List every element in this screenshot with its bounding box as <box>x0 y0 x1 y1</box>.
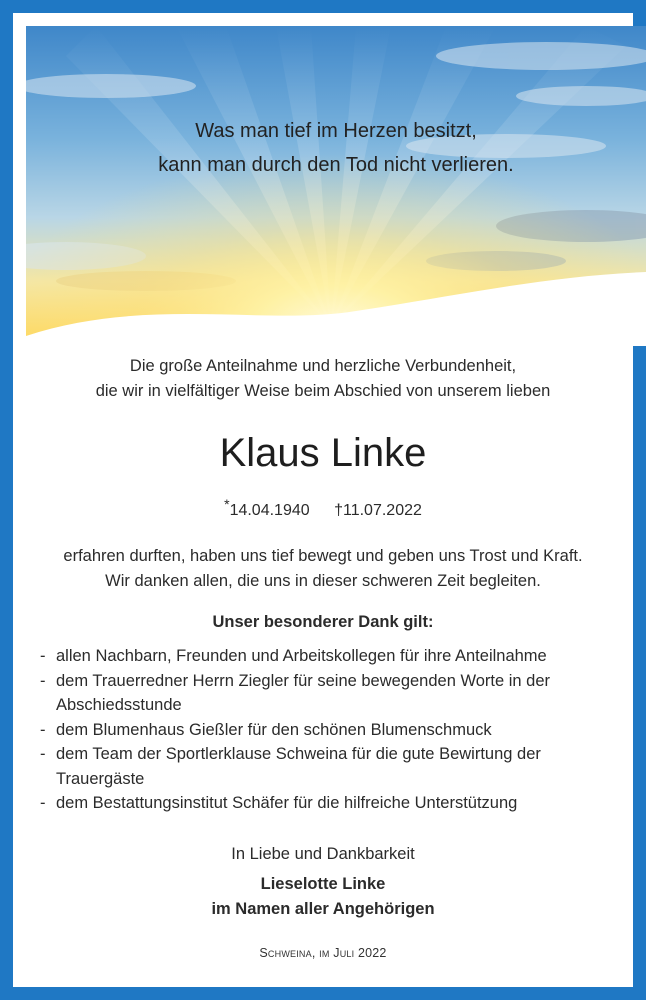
intro-text <box>0 354 646 404</box>
thanks-line-1: erfahren durften, haben uns tief bewegt und geben uns Trost und Kraft. <box>63 547 583 565</box>
deceased-name: Klaus Linke <box>219 431 427 475</box>
signer-relation: im Namen aller Angehörigen <box>211 900 435 918</box>
list-item <box>40 644 610 669</box>
bullet-dash: - <box>40 745 46 763</box>
list-item-text: dem Blumenhaus Gießler für den schönen Blumenschmuck <box>56 720 492 739</box>
list-item <box>40 669 610 718</box>
closing-phrase: In Liebe und Dankbarkeit <box>231 845 415 863</box>
intro-line-1: Die große Anteilnahme und herzliche Verbundenheit, <box>129 357 517 375</box>
quote-line-1: Was man tief im Herzen besitzt, <box>195 120 477 142</box>
birth-date-group <box>224 492 310 523</box>
list-item <box>40 718 610 743</box>
bullet-dash: - <box>40 794 46 812</box>
place-and-date: Schweina, im Juli 2022 <box>259 946 387 960</box>
list-item <box>40 742 610 791</box>
death-date-group <box>334 499 422 523</box>
bullet-dash: - <box>40 647 46 665</box>
memorial-quote <box>26 114 646 182</box>
list-item-text-continued: Abschiedsstunde <box>56 696 182 714</box>
intro-line-2: die wir in vielfältiger Weise beim Abschied von unserem lieben <box>95 382 551 400</box>
bullet-dash: - <box>40 671 46 690</box>
sunrise-sky-image <box>26 26 646 346</box>
list-item-text: dem Team der Sportlerklause Schweina für die gute Bewirtung der <box>56 745 541 763</box>
quote-line-2: kann man durch den Tod nicht verlieren. <box>158 154 514 176</box>
death-symbol: † <box>334 502 343 520</box>
thanks-line-2: Wir danken allen, die uns in dieser schweren Zeit begleiten. <box>105 572 541 590</box>
birth-date: 14.04.1940 <box>229 502 310 520</box>
list-item <box>40 791 610 816</box>
special-thanks-list <box>40 644 610 816</box>
signer-name: Lieselotte Linke <box>260 875 386 893</box>
birth-symbol: * <box>224 496 230 512</box>
list-item-text: dem Trauerredner Herrn Ziegler für seine bewegenden Worte in der <box>56 671 551 690</box>
thanks-text <box>0 544 646 594</box>
special-thanks-heading: Unser besonderer Dank gilt: <box>212 613 434 631</box>
signer-block <box>0 872 646 922</box>
list-item-text: allen Nachbarn, Freunden und Arbeitskollegen für ihre Anteilnahme <box>56 647 547 665</box>
list-item-text: dem Bestattungsinstitut Schäfer für die hilfreiche Unterstützung <box>56 794 518 812</box>
death-date: 11.07.2022 <box>343 502 422 520</box>
bullet-dash: - <box>40 720 46 739</box>
list-item-text-continued: Trauergäste <box>56 769 145 788</box>
sky-header <box>26 26 646 346</box>
life-dates <box>0 492 646 523</box>
